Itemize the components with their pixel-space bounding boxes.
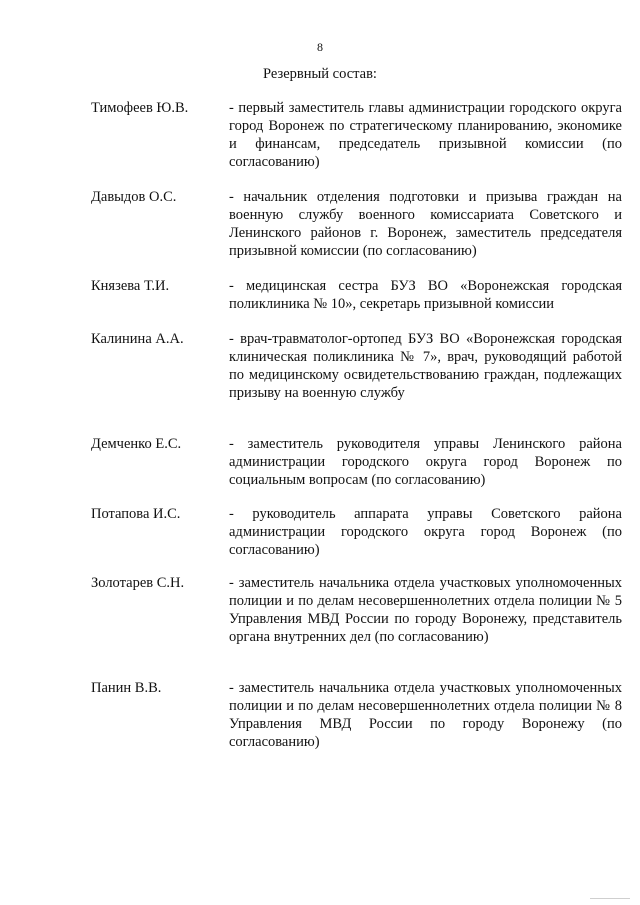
member-name: Калинина А.А. [91,331,184,347]
member-description: - руководитель аппарата управы Советского района администрации городского округа город Воронеж (по согласованию) [229,506,622,558]
member-name: Потапова И.С. [91,506,181,522]
member-description: - заместитель начальника отдела участковых уполномоченных полиции и по делам несовершеннолетних отдела полиции № 5 Управления МВД России по городу Воронежу, представитель органа внутренних дел (по согласованию) [229,575,622,645]
member-name: Демченко Е.С. [91,436,182,452]
member-description: - заместитель начальника отдела участковых уполномоченных полиции и по делам несовершеннолетних отдела полиции № 8 Управления МВД России по городу Воронежу (по согласованию) [229,680,622,750]
member-name: Князева Т.И. [91,278,170,294]
member-name: Тимофеев Ю.В. [91,100,189,116]
page-number: 8 [317,40,323,54]
bottom-rule [590,898,630,899]
member-name: Давыдов О.С. [91,189,177,205]
member-description: - заместитель руководителя управы Ленинского района администрации городского округа город Воронеж по социальным вопросам (по согласованию) [229,436,622,488]
member-description: - начальник отделения подготовки и призыва граждан на военную службу военного комиссариата Советского и Ленинского районов г. Воронеж, заместитель председателя призывной комиссии (по согласованию) [229,189,622,259]
member-name: Золотарев С.Н. [91,575,185,591]
member-description: - первый заместитель главы администрации городского округа город Воронеж по стратегическому планированию, экономике и финансам, председатель призывной комиссии (по согласованию) [229,100,622,170]
section-title: Резервный состав: [263,66,377,82]
member-name: Панин В.В. [91,680,162,696]
member-description: - медицинская сестра БУЗ ВО «Воронежская городская поликлиника № 10», секретарь призывной комиссии [229,278,622,312]
member-description: - врач-травматолог-ортопед БУЗ ВО «Воронежская городская клиническая поликлиника № 7», врач, руководящий работой по медицинскому освидетельствованию граждан, подлежащих призыву на военную службу [229,331,622,401]
